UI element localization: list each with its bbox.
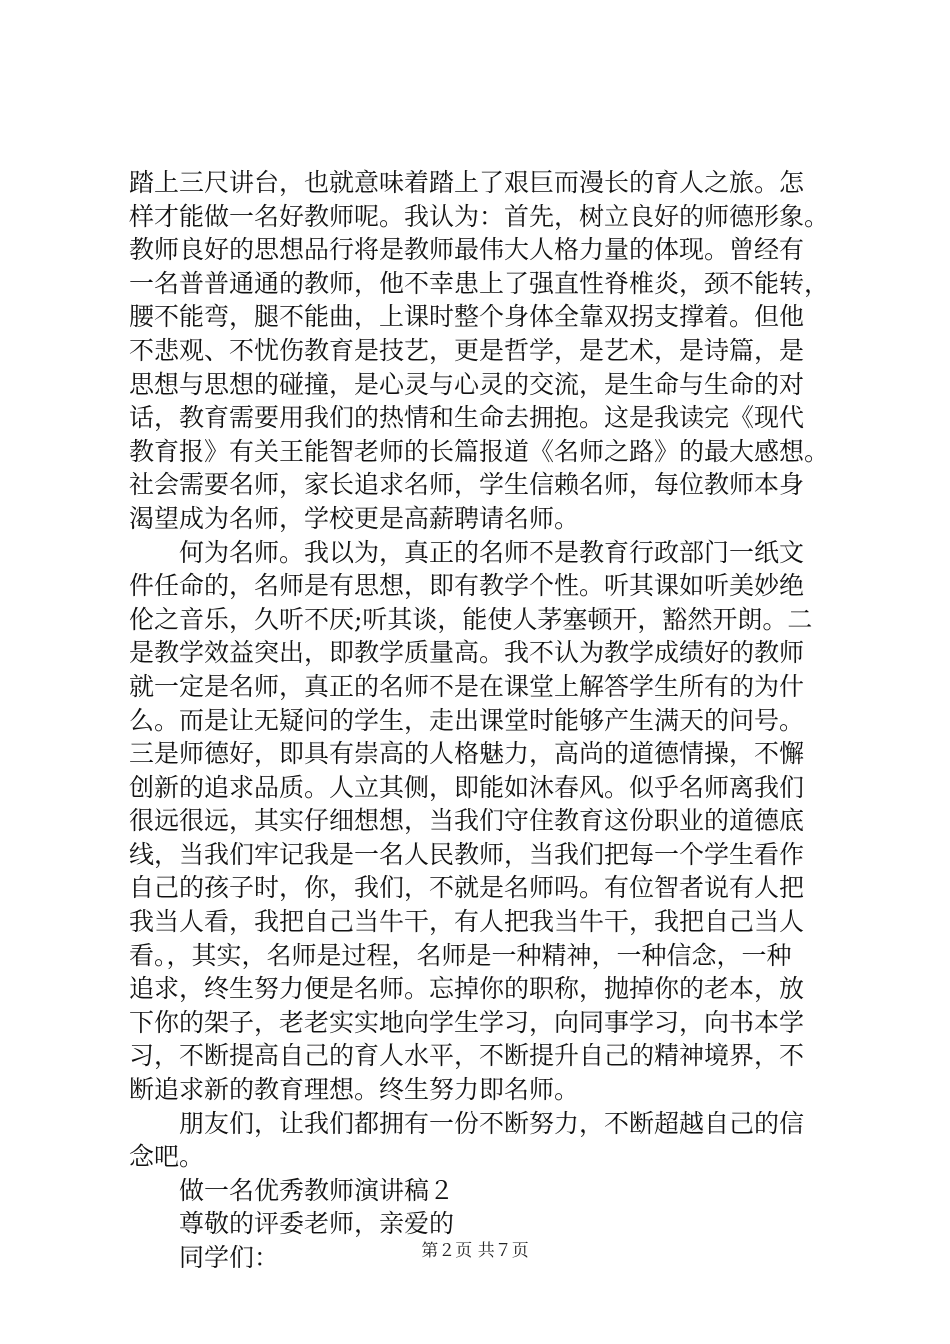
text-line: 我当人看，我把自己当牛干，有人把我当牛干，我把自己当人 <box>129 907 805 937</box>
text-line: 话，教育需要用我们的热情和生命去拥抱。这是我读完《现代 <box>129 403 805 433</box>
text-line: 教育报》有关王能智老师的长篇报道《名师之路》的最大感想。 <box>129 436 830 466</box>
text-line: 思想与思想的碰撞，是心灵与心灵的交流，是生命与生命的对 <box>129 369 805 399</box>
text-line: 尊敬的评委老师，亲爱的 <box>179 1209 455 1239</box>
text-line: 看。，其实，名师是过程，名师是一种精神，一种信念，一种 <box>129 940 792 970</box>
text-line: 三是师德好，即具有崇高的人格魅力，高尚的道德情操，不懈 <box>129 739 805 769</box>
text-line: 伦之音乐，久听不厌;听其谈，能使人茅塞顿开，豁然开朗。二 <box>129 604 813 634</box>
text-line: 习，不断提高自己的育人水平，不断提升自己的精神境界，不 <box>129 1041 805 1071</box>
text-line: 自己的孩子时，你，我们，不就是名师吗。有位智者说有人把 <box>129 873 805 903</box>
text-line: 下你的架子，老老实实地向学生学习，向同事学习，向书本学 <box>129 1007 805 1037</box>
text-line: 就一定是名师，真正的名师不是在课堂上解答学生所有的为什 <box>129 671 805 701</box>
text-line: 朋友们，让我们都拥有一份不断努力，不断超越自己的信 <box>179 1108 805 1138</box>
text-line: 线，当我们牢记我是一名人民教师，当我们把每一个学生看作 <box>129 839 805 869</box>
text-line: 断追求新的教育理想。终生努力即名师。 <box>129 1075 580 1105</box>
text-line: 追求，终生努力便是名师。忘掉你的职称，抛掉你的老本，放 <box>129 974 805 1004</box>
text-line: 腰不能弯，腿不能曲，上课时整个身体全靠双拐支撑着。但他 <box>129 302 805 332</box>
text-line: 踏上三尺讲台，也就意味着踏上了艰巨而漫长的育人之旅。怎 <box>129 168 805 197</box>
text-line: 做一名优秀教师演讲稿２ <box>179 1175 455 1205</box>
text-line: 创新的追求品质。人立其侧，即能如沐春风。似乎名师离我们 <box>129 772 805 802</box>
text-line: 样才能做一名好教师呢。我认为：首先，树立良好的师德形象。 <box>129 201 830 231</box>
text-line: 是教学效益突出，即教学质量高。我不认为教学成绩好的教师 <box>129 638 805 668</box>
text-line: 件任命的，名师是有思想，即有教学个性。听其课如听美妙绝 <box>129 571 805 601</box>
text-line: 社会需要名师，家长追求名师，学生信赖名师，每位教师本身 <box>129 470 805 500</box>
text-line: 渴望成为名师，学校更是高薪聘请名师。 <box>129 503 580 533</box>
text-line: 念吧。 <box>129 1142 205 1172</box>
text-line: 一名普普通通的教师，他不幸患上了强直性脊椎炎，颈不能转， <box>129 268 830 298</box>
text-line: 不悲观、不忧伤教育是技艺，更是哲学，是艺术，是诗篇，是 <box>129 335 805 365</box>
text-line: 同学们： <box>179 1243 280 1272</box>
text-line: 很远很远，其实仔细想想，当我们守住教育这份职业的道德底 <box>129 806 805 836</box>
text-line: 教师良好的思想品行将是教师最伟大人格力量的体现。曾经有 <box>129 235 805 265</box>
text-line: 何为名师。我以为，真正的名师不是教育行政部门一纸文 <box>179 537 805 567</box>
text-line: 么。而是让无疑问的学生，走出课堂时能够产生满天的问号。 <box>129 705 805 735</box>
document-body <box>129 166 829 1275</box>
page-footer: 第２页 共７页 <box>421 1241 529 1261</box>
